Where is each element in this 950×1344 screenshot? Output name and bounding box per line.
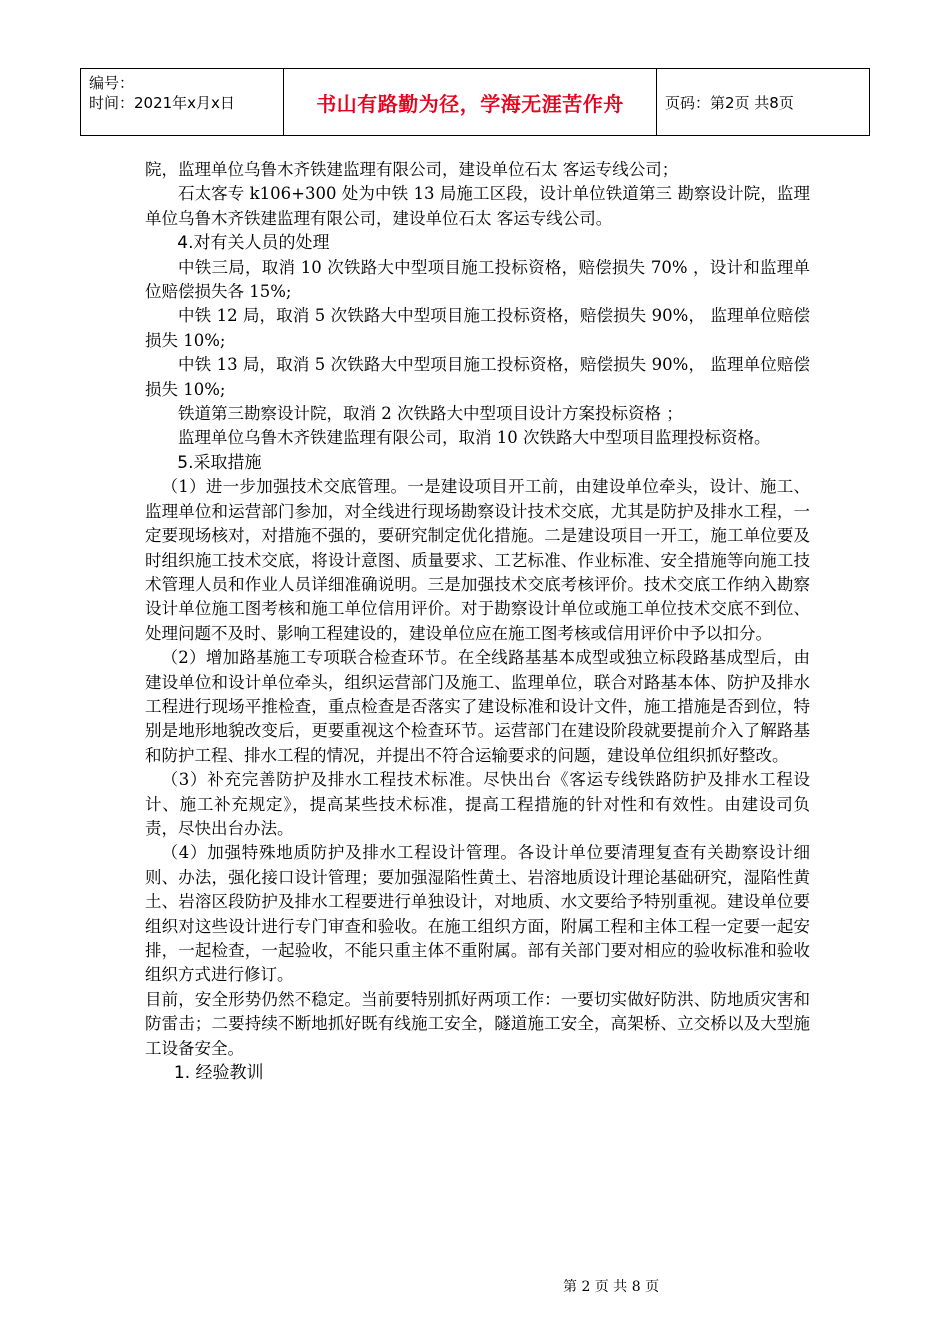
paragraph: 中铁三局，取消 10 次铁路大中型项目施工投标资格，赔偿损失 70% ，设计和监理单位赔偿损失各 15%;: [145, 257, 810, 302]
footer-page-number: 第 2 页 共 8 页: [563, 1279, 660, 1295]
header-motto: 书山有路勤为径，学海无涯苦作舟: [284, 69, 657, 135]
paragraph: （2）增加路基施工专项联合检查环节。在全线路基基本成型或独立标段路基成型后，由建设单位和设计单位牵头，组织运营部门及施工、监理单位，联合对路基本体、防护及排水工程进行现场平推检查，重点检查是否落实了建设标准和设计文件，施工措施是否到位，特别是地形地貌改变后，更要重视这个检查环节。运营部门在建设阶段就要提前介入了解路基和防护工程、排水工程的情况，并提出不符合运输要求的问题，建设单位组织抓好整改。: [145, 648, 810, 765]
document-body: [145, 158, 810, 1085]
document-number-label: 编号：: [89, 74, 135, 92]
paragraph: 院，监理单位乌鲁木齐铁建监理有限公司，建设单位石太 客运专线公司；: [145, 160, 679, 179]
paragraph: （4）加强特殊地质防护及排水工程设计管理。各设计单位要清理复查有关勘察设计细则、办法，强化接口设计管理；要加强湿陷性黄土、岩溶地质设计理论基础研究，湿陷性黄土、岩溶区段防护及排水工程要进行单独设计，对地质、水文要给予特别重视。建设单位要组织对这些设计进行专门审查和验收。在施工组织方面，附属工程和主体工程一定要一起安排，一起检查，一起验收，不能只重主体不重附属。部有关部门要对相应的验收标准和验收组织方式进行修订。: [145, 843, 810, 985]
section-heading: 1. 经验教训: [173, 1063, 264, 1084]
paragraph: （3）补充完善防护及排水工程技术标准。尽快出台《客运专线铁路防护及排水工程设计、施工补充规定》，提高某些技术标准，提高工程措施的针对性和有效性。由建设司负责，尽快出台办法。: [145, 770, 810, 838]
paragraph: 中铁 13 局，取消 5 次铁路大中型项目施工投标资格，赔偿损失 90%， 监理单位赔偿损失 10%;: [145, 355, 810, 399]
section-heading: 4.对有关人员的处理: [177, 233, 330, 254]
paragraph: 目前，安全形势仍然不稳定。当前要特别抓好两项工作：一要切实做好防洪、防地质灾害和防雷击；二要持续不断地抓好既有线施工安全，隧道施工安全，高架桥、立交桥以及大型施工设备安全。: [145, 989, 810, 1058]
header-page-number: 页码：第2页 共8页: [665, 93, 794, 112]
document-time-label: 时间：2021年x月x日: [89, 94, 235, 112]
header-meta: [81, 69, 284, 135]
paragraph: （1）进一步加强技术交底管理。一是建设项目开工前，由建设单位牵头，设计、施工、监理单位和运营部门参加，对全线进行现场勘察设计技术交底，尤其是防护及排水工程，一定要现场核对，对措施不强的，要研究制定优化措施。二是建设项目一开工，施工单位要及时组织施工技术交底，将设计意图、质量要求、工艺标准、作业标准、安全措施等向施工技术管理人员和作业人员详细准确说明。三是加强技术交底考核评价。技术交底工作纳入勘察设计单位施工图考核和施工单位信用评价。对于勘察设计单位或施工单位技术交底不到位、处理问题不及时、影响工程建设的，建设单位应在施工图考核或信用评价中予以扣分。: [145, 477, 810, 643]
paragraph: 石太客专 k106+300 处为中铁 13 局施工区段，设计单位铁道第三 勘察设计院，监理单位乌鲁木齐铁建监理有限公司，建设单位石太 客运专线公司。: [145, 184, 810, 228]
paragraph: 监理单位乌鲁木齐铁建监理有限公司，取消 10 次铁路大中型项目监理投标资格。: [178, 428, 771, 448]
section-heading: 5.采取措施: [177, 452, 262, 473]
paragraph: 铁道第三勘察设计院，取消 2 次铁路大中型项目设计方案投标资格 ；: [178, 404, 683, 424]
paragraph: 中铁 12 局，取消 5 次铁路大中型项目施工投标资格，赔偿损失 90%， 监理单位赔偿损失 10%;: [145, 306, 810, 350]
page-header: [80, 68, 870, 136]
